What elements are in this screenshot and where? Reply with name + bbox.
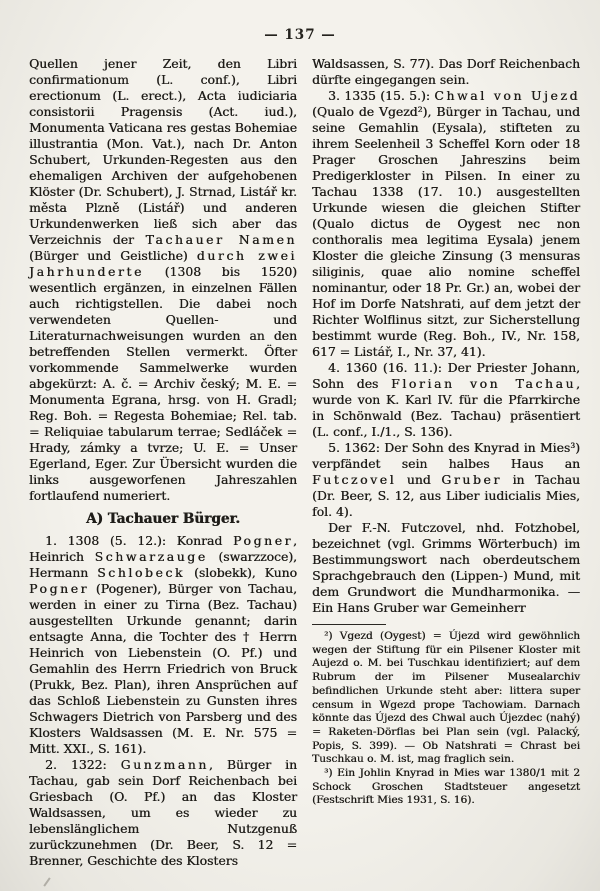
two-column-text [0,43,600,869]
paragraph: Waldsassen, S. 77). Das Dorf Reichenbach dürfte eingegangen sein. [312,56,580,87]
paragraph: 4. 1360 (16. 11.): Der Priester Johann, Sohn des Florian von Tachau, wurde von K. Karl IV. für die Pfarrkirche in Schönwald (Bez. Tachau) präsentiert (L. conf., I./1., S. 136). [312,360,580,439]
footnote: ²) Vgezd (Oygest) = Újezd wird gewöhnlich wegen der Stiftung für ein Pilsener Kloster mit Aujezd o. M. bei Tuschkau identifiziert; auf dem Rubrum der im Pilsener Musealarchiv befindlichen Urkunde steht aber: littera super censum in Wgezd prope Tachowiam. Darnach könnte das Újezd des Chwal auch Újezdec (nahý) = Raketen-Dörflas bei Plan sein (vgl. Palacký, Popis, S. 399). — Ob Natshrati = Chrast bei Tuschkau o. M. ist, mag fraglich sein. [312,630,580,766]
spaced-name: durch zwei Jahrhunderte [29,248,297,279]
footnotes [312,630,580,808]
paragraph: 2. 1322: Gunzmann, Bürger in Tachau, gab sein Dorf Reichenbach bei Griesbach (O. Pf.) an das Kloster Waldsassen, um es wieder zu lebenslänglichem Nutzgenuß zurückzunehmen (Dr. Beer, S. 12 = Brenner, Geschichte des Klosters [29,757,297,868]
section-heading: A) Tachauer Bürger. [85,511,241,527]
left-column [29,56,297,869]
spaced-name: Chwal von Ujezd [434,88,581,103]
paragraph: Der F.-N. Futczovel, nhd. Fotzhobel, bezeichnet (vgl. Grimms Wörterbuch) im Bestimmungswort nach oberdeutschem Sprachgebrauch den (Lippen-) Mund, mit dem Grundwort die Mundharmonika. — Ein Hans Gruber war Gemeinherr [312,520,580,615]
paragraph: Quellen jener Zeit, den Libri confirmationum (L. conf.), Libri erectionum (L. erect.), Acta iudiciaria consistorii Pragensis (Act. iud.), Monumenta Vaticana res gestas Bohemiae illustrantia (Mon. Vat.), nach Dr. Anton Schubert, Urkunden-Regesten aus den ehemaligen Archiven der aufgehobenen Klöster (Dr. Schubert), J. Strnad, Listář kr. města Plzně (Listář) und anderen Urkundenwerken ließ sich aber das Verzeichnis der Tachauer Namen (Bürger und Geistliche) durch zwei Jahrhunderte (1308 bis 1520) wesentlich ergänzen, in einzelnen Fällen auch richtigstellen. Die dabei noch verwendeten Quellen- und Literaturnachweisungen wurden an den betreffenden Stellen vermerkt. Öfter vorkommende Sammelwerke wurden abgekürzt: A. č. = Archiv český; M. E. = Monumenta Egrana, hrsg. von H. Gradl; Reg. Boh. = Regesta Bohemiae; Rel. tab. = Reliquiae tabularum terrae; Sedláček = Hrady, zámky a tvrze; U. E. = Unser Egerland, Eger. Zur Übersicht wurden die links ausgeworfenen Jahreszahlen fortlaufend numeriert. [29,56,297,503]
spaced-name: Florian von Tachau [391,376,577,391]
spaced-name: Pogner [232,533,294,548]
footnote: ³) Ein Johlin Knyrad in Mies war 1380/1 mit 2 Schock Groschen Stadtsteuer angesetzt (Festschrift Mies 1931, S. 16). [312,767,580,807]
paragraph: 3. 1335 (15. 5.): Chwal von Ujezd (Qualo de Vgezd²), Bürger in Tachau, und seine Gemahlin (Eysala), stifteten zu ihrem Seelenheil 3 Scheffel Korn oder 18 Prager Groschen Jahreszins beim Predigerkloster in Pilsen. In einer zu Tachau 1338 (17. 10.) ausgestellten Urkunde wiesen die gleichen Stifter (Qualo dictus de Oygest nec non conthoralis mea legitima Eysala) jenem Kloster die gleiche Zinsung (3 mensuras siliginis, quae alio nomine scheffel nominantur, oder 18 Pr. Gr.) an, wobei der Hof im Dorfe Natshrati, auf dem jetzt der Richter Wolflinus sitzt, zur Sicherstellung bestimmt wurde (Reg. Boh., IV., Nr. 158, 617 = Listář, I., Nr. 37, 41). [312,88,581,359]
footnote-separator-rule [312,624,386,625]
spaced-name: Schwarzauge [94,549,208,564]
right-column-body [312,56,580,616]
paragraph: 1. 1308 (5. 12.): Konrad Pogner, Heinrich Schwarzauge (swarzzoce), Hermann Schlobeck (slobekk), Kuno Pogner (Pogener), Bürger von Tachau, werden in einer zu Tirna (Bez. Tachau) ausgestellten Urkunde genannt; darin entsagte Anna, die Tochter des † Herrn Heinrich von Liebenstein (O. Pf.) und Gemahlin des Herrn Friedrich von Bruck (Prukk, Bez. Plan), ihren Ansprüchen auf das Schloß Liebenstein zu Gunsten ihres Schwagers Dietrich von Parsberg und des Klosters Waldsassen (M. E. Nr. 575 = Mitt. XXI., S. 161). [29,533,297,756]
right-column [312,56,580,869]
paragraph: 5. 1362: Der Sohn des Knyrad in Mies³) verpfändet sein halbes Haus an Futczovel und Gruber in Tachau (Dr. Beer, S. 12, aus Liber iudicialis Mies, fol. 4). [312,440,580,519]
spaced-name: Futczovel [312,472,397,487]
spaced-name: Gruber [441,472,502,487]
spaced-name: Pogner [29,581,90,596]
spaced-name: Schlobeck [97,565,186,580]
scan-smudge-mark [43,877,50,886]
spaced-name: Gunzmann [120,757,209,772]
page-number: — 137 — [264,27,336,43]
spaced-name: Tachauer Namen [145,232,297,247]
